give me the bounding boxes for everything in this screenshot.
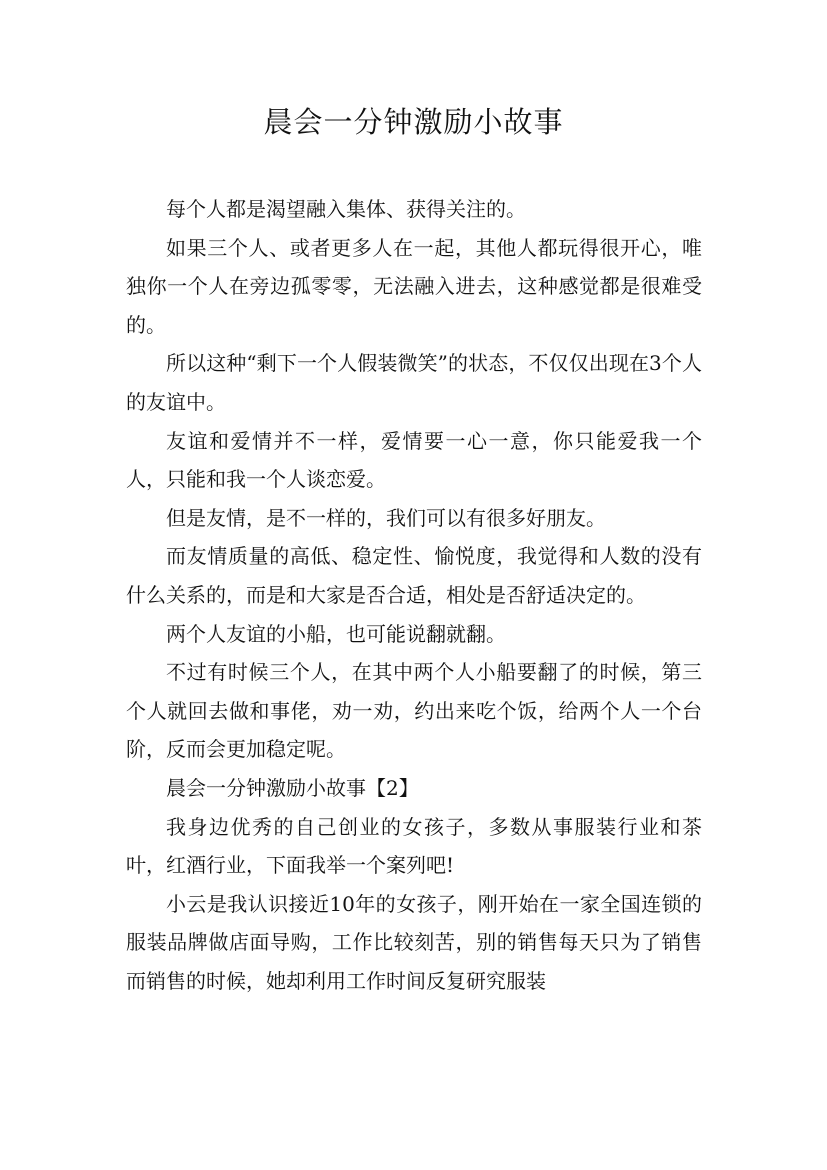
paragraph-3: 所以这种“剩下一个人假装微笑”的状态，不仅仅出现在3个人的友谊中。 bbox=[126, 351, 702, 414]
paragraph-2: 如果三个人、或者更多人在一起，其他人都玩得很开心，唯独你一个人在旁边孤零零，无法融入进去，这种感觉都是很难受的。 bbox=[126, 235, 702, 337]
paragraph-9: 我身边优秀的自己创业的女孩子，多数从事服装行业和茶叶，红酒行业，下面我举一个案列吧! bbox=[126, 814, 702, 878]
paragraph-8: 不过有时候三个人，在其中两个人小船要翻了的时候，第三个人就回去做和事佬，劝一劝，约出来吃个饭，给两个人一个台阶，反而会更加稳定呢。 bbox=[126, 660, 702, 762]
paragraph-5: 但是友情，是不一样的，我们可以有很多好朋友。 bbox=[166, 505, 606, 530]
paragraph-10: 小云是我认识接近10年的女孩子，刚开始在一家全国连锁的服装品牌做店面导购，工作比较刻苦，别的销售每天只为了销售而销售的时候，她却利用工作时间反复研究服装 bbox=[126, 891, 702, 993]
document-body bbox=[126, 190, 702, 1000]
paragraph-7: 两个人友谊的小船，也可能说翻就翻。 bbox=[166, 621, 506, 646]
section-heading-2: 晨会一分钟激励小故事【2】 bbox=[166, 775, 419, 800]
paragraph-4: 友谊和爱情并不一样，爱情要一心一意，你只能爱我一个人，只能和我一个人谈恋爱。 bbox=[126, 428, 702, 492]
paragraph-1: 每个人都是渴望融入集体、获得关注的。 bbox=[166, 197, 526, 221]
document-title: 晨会一分钟激励小故事 bbox=[263, 105, 564, 139]
paragraph-6: 而友情质量的高低、稳定性、愉悦度，我觉得和人数的没有什么关系的，而是和大家是否合适，相处是否舒适决定的。 bbox=[126, 544, 702, 607]
